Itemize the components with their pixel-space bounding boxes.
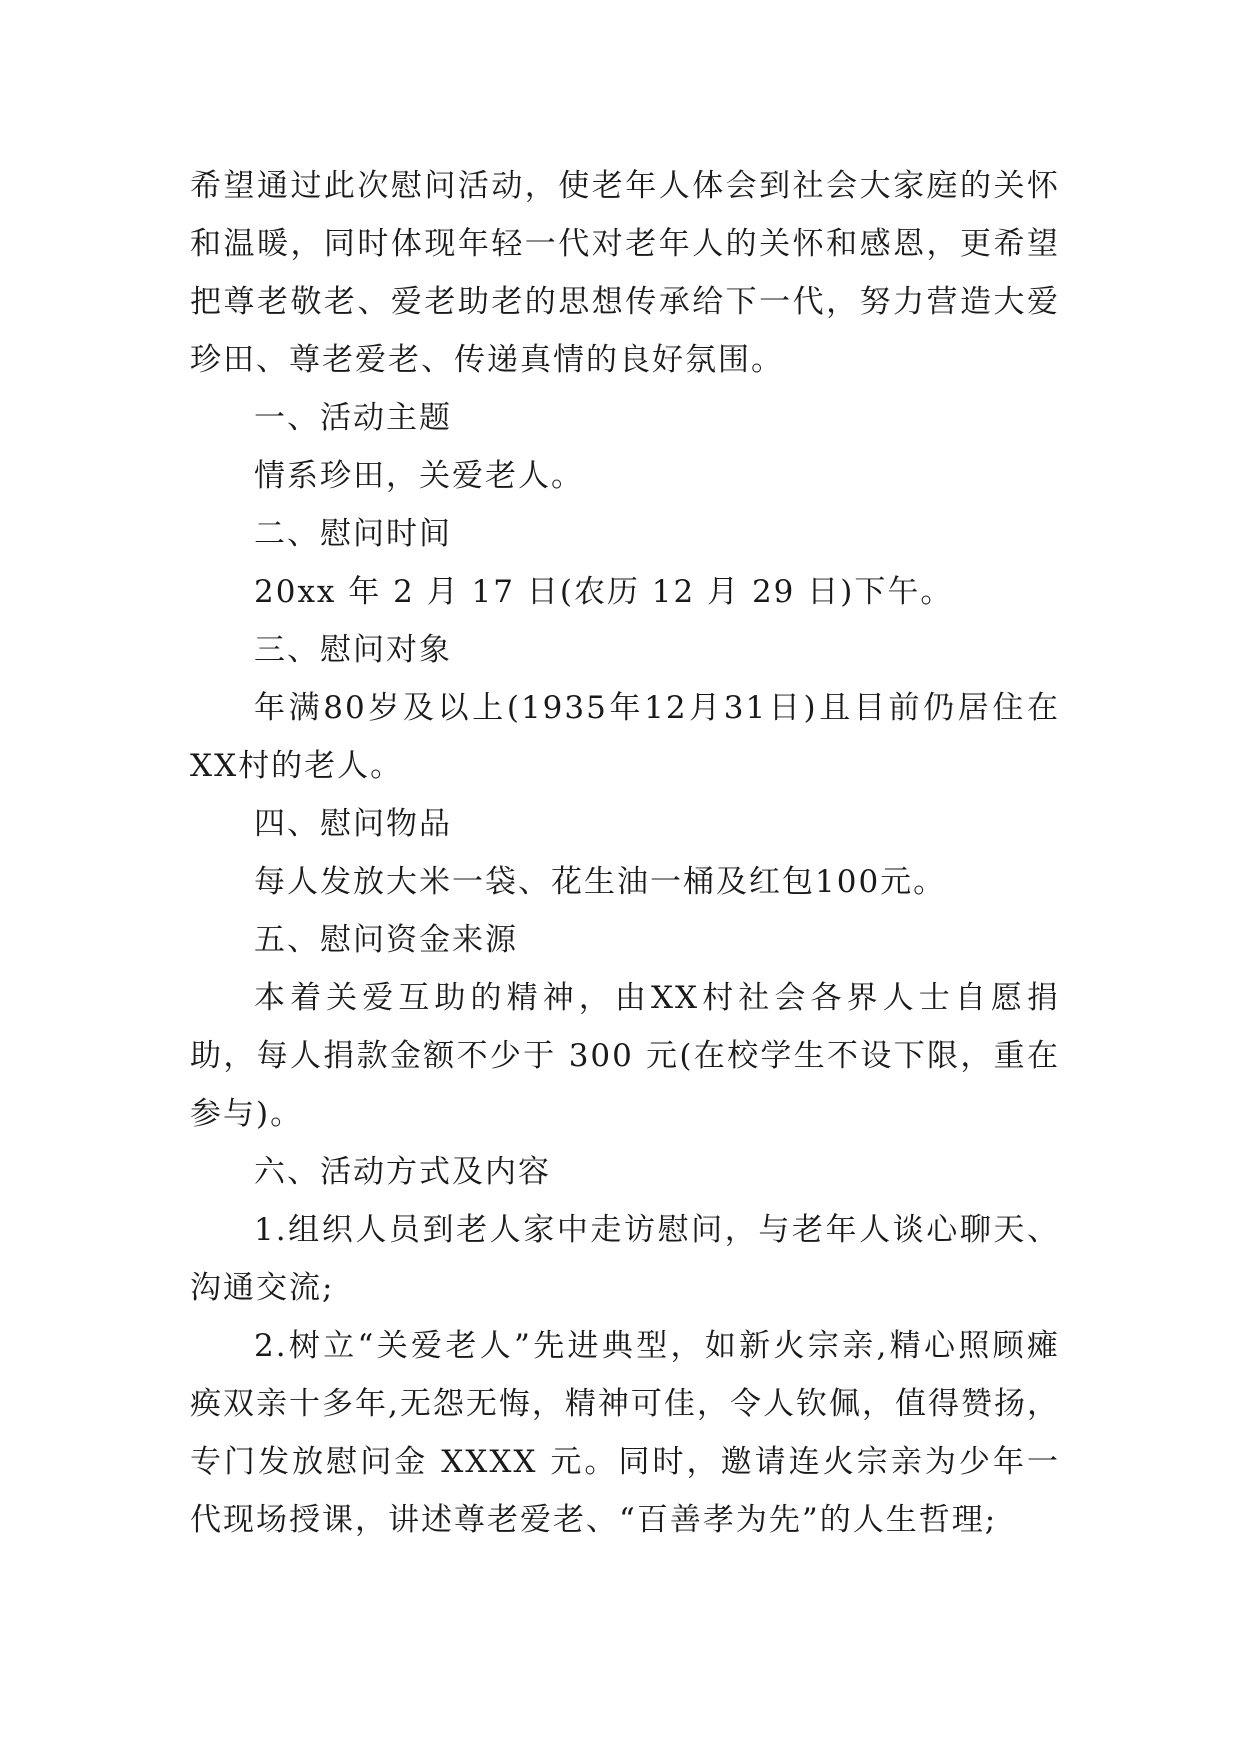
intro-paragraph: 希望通过此次慰问活动，使老年人体会到社会大家庭的关怀和温暖，同时体现年轻一代对老年人的关怀和感恩，更希望把尊老敬老、爱老助老的思想传承给下一代，努力营造大爱珍田、尊老爱老、传递真情的良好氛围。 (190, 168, 1060, 378)
goods-paragraph: 每人发放大米一袋、花生油一桶及红包100元。 (254, 864, 947, 900)
section-heading-time: 二、慰问时间 (254, 516, 452, 552)
section-heading-funds: 五、慰问资金来源 (254, 922, 518, 958)
method-item-1: 1.组织人员到老人家中走访慰问，与老年人谈心聊天、沟通交流; (190, 1212, 1060, 1306)
section-heading-method: 六、活动方式及内容 (254, 1154, 551, 1190)
funds-paragraph: 本着关爱互助的精神，由XX村社会各界人士自愿捐助，每人捐款金额不少于 300 元(在校学生不设下限，重在参与)。 (190, 980, 1060, 1132)
section-heading-target: 三、慰问对象 (254, 632, 452, 668)
method-item-2: 2.树立“关爱老人”先进典型，如新火宗亲,精心照顾瘫痪双亲十多年,无怨无悔，精神可佳，令人钦佩，值得赞扬，专门发放慰问金 XXXX 元。同时，邀请连火宗亲为少年一代现场授课，讲述尊老爱老、“百善孝为先”的人生哲理; (190, 1328, 1060, 1538)
time-paragraph: 20xx 年 2 月 17 日(农历 12 月 29 日)下午。 (254, 574, 954, 610)
target-paragraph: 年满80岁及以上(1935年12月31日)且目前仍居住在XX村的老人。 (190, 690, 1060, 784)
section-heading-goods: 四、慰问物品 (254, 806, 452, 842)
document-body (190, 157, 1060, 1549)
theme-paragraph: 情系珍田，关爱老人。 (254, 458, 584, 494)
section-heading-theme: 一、活动主题 (254, 400, 452, 436)
